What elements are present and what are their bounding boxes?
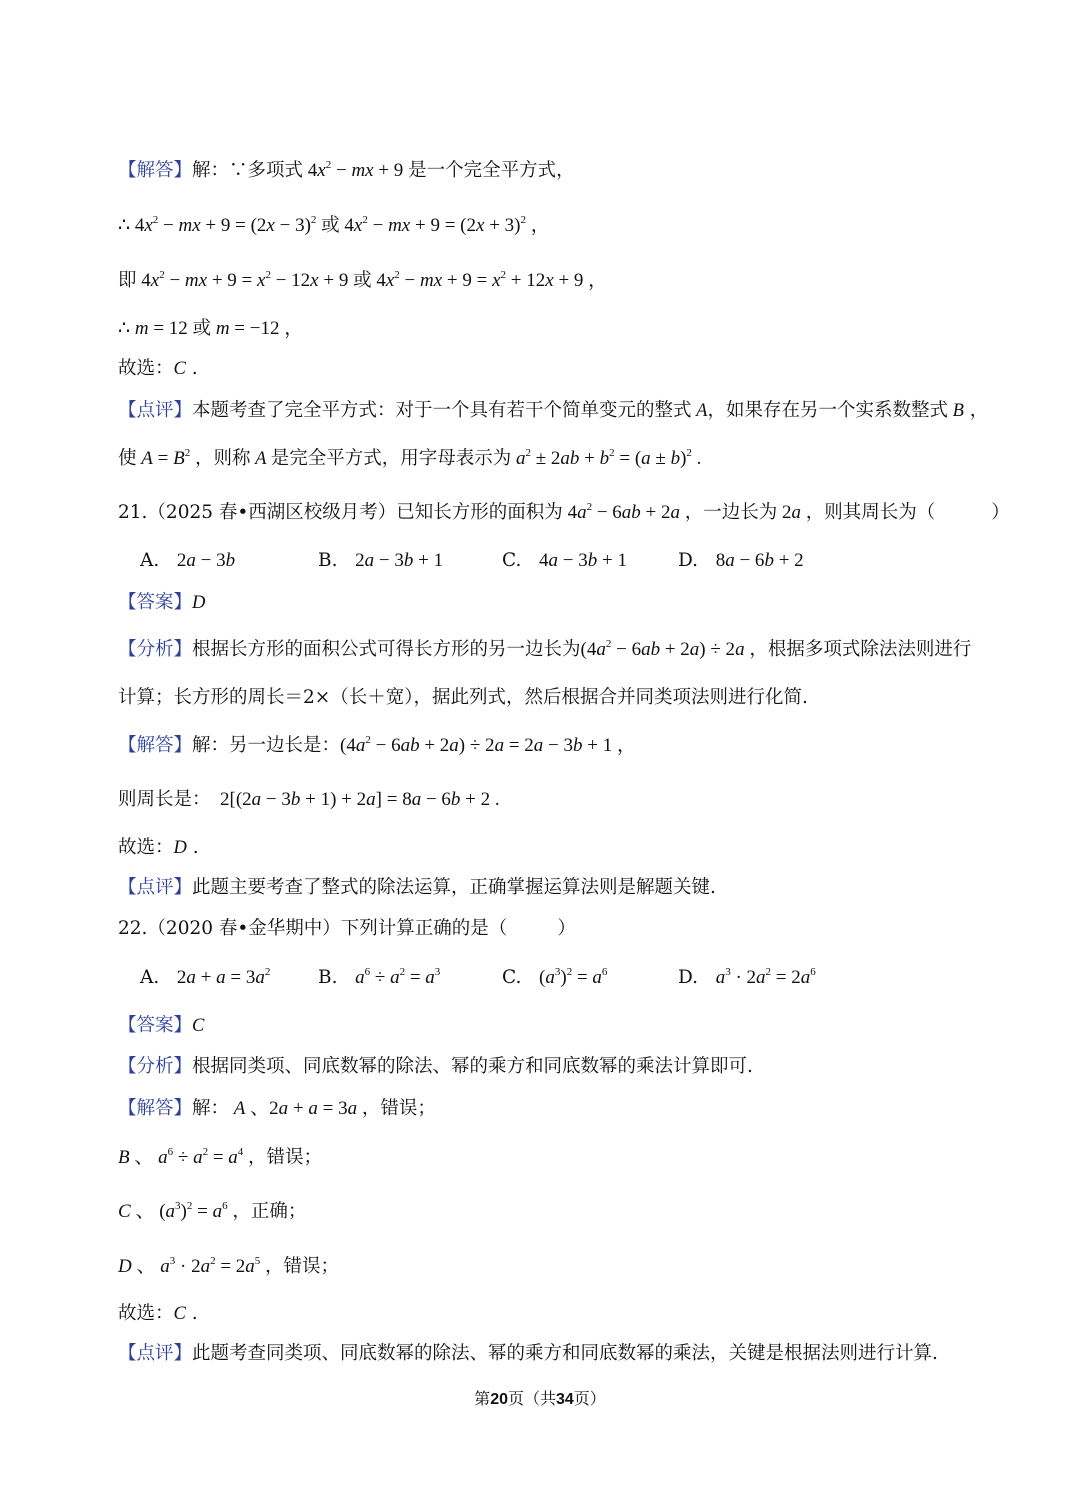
q22-solution-c: C 、 $(a^3)^2 = a^6$ ，正确； <box>118 1200 307 1222</box>
q22-option-b: B. $a^6 \div a^2 = a^3$ <box>318 966 441 988</box>
q20-solution-line1: 【解答】解：∵多项式 $4x^2$ − mx + 9 是一个完全平方式， <box>118 159 575 181</box>
q22-options <box>140 965 840 991</box>
q22-analysis: 【分析】根据同类项、同底数幂的除法、幂的乘方和同底数幂的乘法计算即可. <box>118 1056 753 1077</box>
q22-solution-a: 【解答】解： A 、2a + a = 3a ，错误； <box>118 1098 436 1119</box>
q21-option-d: D. 8a − 6b + 2 <box>678 550 804 571</box>
q20-choice: 故选：C . <box>118 358 198 379</box>
current-page-number: 20 <box>490 1391 508 1408</box>
comment-tag: 【点评】 <box>118 400 193 421</box>
q22-option-d: D. $a^3 \cdot 2a^2 = 2a^6$ <box>678 966 816 988</box>
page-footer: 第20页（共34页） <box>474 1389 606 1408</box>
q22-solution-d: D 、 $a^3 \cdot 2a^2 = 2a^5$ ，错误； <box>118 1255 340 1277</box>
q21-option-a: A. 2a − 3b <box>140 550 236 571</box>
total-pages: 34 <box>556 1391 574 1408</box>
q21-solution-line1: 【解答】解：另一边长是：$(4a^2 - 6ab + 2a) \div 2a = 2a - 3b + 1$ ， <box>118 734 636 756</box>
q20-solution-line2: ∴ $4x^2$ − mx + $9 = (2x - 3)^2$ 或 $4x^2$ − mx + $9 = (2x + 3)^2$ ， <box>118 214 550 236</box>
q21-answer: 【答案】D <box>118 592 206 613</box>
q21-solution-line2: 则周长是： 2[(2a − 3b + 1) + 2a] = 8a − 6b + 2 . <box>118 789 500 810</box>
q22-option-a: A. $2a + a = 3a^2$ <box>140 966 271 988</box>
q22-option-c: C. $(a^3)^2 = a^6$ <box>502 966 608 988</box>
q20-comment-line2: 使 $A = B^2$ ，则称 A 是完全平方式，用字母表示为 $a^2 \pm 2ab + b^2 = (a \pm b)^2$ . <box>118 447 702 469</box>
q21-option-c: C. 4a − 3b + 1 <box>502 550 627 571</box>
q21-comment: 【点评】此题主要考查了整式的除法运算，正确掌握运算法则是解题关键. <box>118 877 716 898</box>
q20-solution-line4: ∴ m = 12 或 m = −12 ， <box>118 318 304 339</box>
q21-stem: 21.（2025 春•西湖区校级月考）已知长方形的面积为 $4a^2 - 6ab + 2a$ ，一边长为 2a ，则其周长为（ ） <box>118 501 1010 523</box>
q22-stem: 22.（2020 春•金华期中）下列计算正确的是（ ） <box>118 918 576 939</box>
q20-comment-line1: 【点评】本题考查了完全平方式：对于一个具有若干个简单变元的整式 A，如果存在另一个实系数整式 B ， <box>118 400 989 421</box>
q21-analysis-line1: 【分析】根据长方形的面积公式可得长方形的另一边长为$(4a^2 - 6ab + 2a) \div 2a$ ，根据多项式除法法则进行 <box>118 638 972 660</box>
q22-answer: 【答案】C <box>118 1015 205 1036</box>
q22-choice: 故选：C . <box>118 1303 198 1324</box>
solution-tag: 【解答】 <box>118 160 193 181</box>
q21-option-b: B. 2a − 3b + 1 <box>318 550 444 571</box>
q20-solution-line3: 即 $4x^2$ − mx + $9 = x^2 - 12x + 9$ 或 $4x^2$ − mx + $9 = x^2 + 12x + 9$ ， <box>118 269 608 291</box>
q21-choice: 故选：D . <box>118 837 199 858</box>
q22-solution-b: B 、 $a^6 \div a^2 = a^4$ ，错误； <box>118 1146 323 1168</box>
q21-analysis-line2: 计算；长方形的周长＝2×（长＋宽），据此列式，然后根据合并同类项法则进行化简. <box>118 687 808 708</box>
q22-comment: 【点评】此题考查同类项、同底数幂的除法、幂的乘方和同底数幂的乘法，关键是根据法则进行计算. <box>118 1343 938 1364</box>
q21-options <box>140 548 840 574</box>
